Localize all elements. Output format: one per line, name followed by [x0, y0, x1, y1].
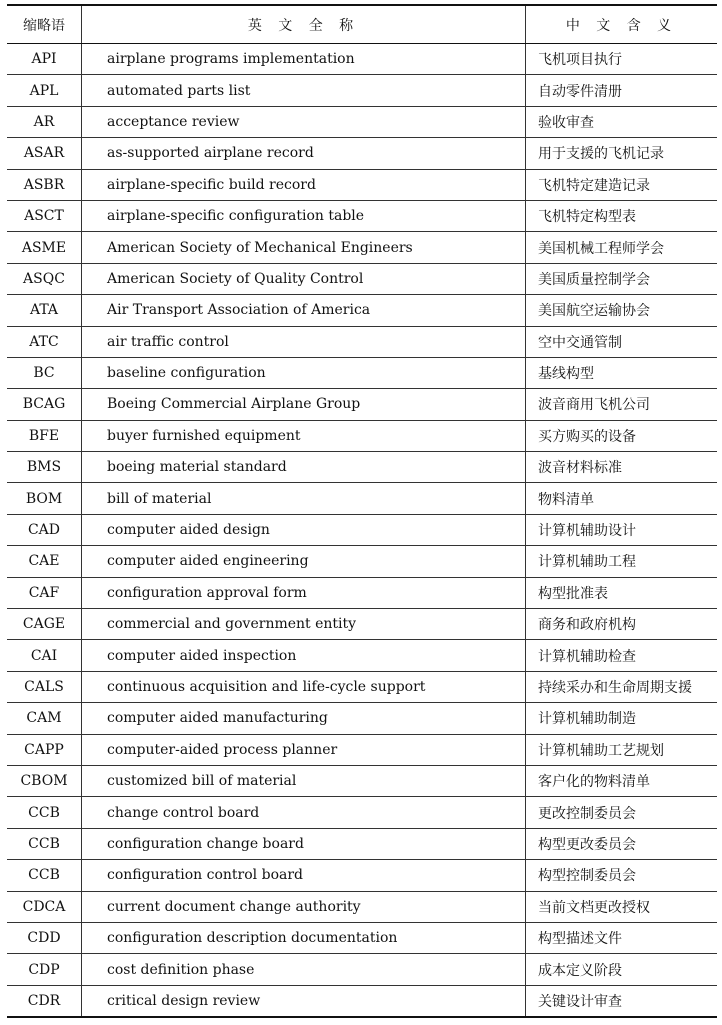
english-cell: configuration approval form — [82, 577, 526, 608]
table-row — [7, 734, 717, 765]
english-cell: boeing material standard — [82, 452, 526, 483]
table-row — [7, 452, 717, 483]
chinese-cell: 持续采办和生命周期支援 — [526, 671, 718, 702]
abbr-cell: CAPP — [7, 734, 82, 765]
abbr-cell: CAGE — [7, 609, 82, 640]
table-row — [7, 703, 717, 734]
table-row — [7, 828, 717, 859]
abbr-cell: CDP — [7, 954, 82, 985]
abbr-cell: CDD — [7, 922, 82, 953]
abbr-cell: CDCA — [7, 891, 82, 922]
chinese-cell: 验收审查 — [526, 106, 718, 137]
table-row — [7, 985, 717, 1017]
abbr-cell: ASBR — [7, 169, 82, 200]
table-row — [7, 106, 717, 137]
english-cell: commercial and government entity — [82, 609, 526, 640]
table-row — [7, 326, 717, 357]
header-english: 英 文 全 称 — [82, 5, 526, 44]
table-row — [7, 200, 717, 231]
table-row — [7, 609, 717, 640]
table-row — [7, 640, 717, 671]
english-cell: bill of material — [82, 483, 526, 514]
table-header-row — [7, 5, 717, 44]
table-row — [7, 860, 717, 891]
english-cell: baseline configuration — [82, 357, 526, 388]
abbr-cell: ATA — [7, 295, 82, 326]
english-cell: configuration change board — [82, 828, 526, 859]
english-cell: airplane programs implementation — [82, 44, 526, 75]
chinese-cell: 当前文档更改授权 — [526, 891, 718, 922]
chinese-cell: 飞机项目执行 — [526, 44, 718, 75]
chinese-cell: 关键设计审查 — [526, 985, 718, 1017]
table-row — [7, 483, 717, 514]
abbr-cell: BC — [7, 357, 82, 388]
table-row — [7, 75, 717, 106]
table-row — [7, 232, 717, 263]
english-cell: as-supported airplane record — [82, 138, 526, 169]
abbr-cell: CAE — [7, 546, 82, 577]
chinese-cell: 计算机辅助工程 — [526, 546, 718, 577]
abbr-cell: CAI — [7, 640, 82, 671]
table-row — [7, 765, 717, 796]
abbr-cell: API — [7, 44, 82, 75]
table-row — [7, 891, 717, 922]
abbr-cell: BFE — [7, 420, 82, 451]
abbr-cell: APL — [7, 75, 82, 106]
table-row — [7, 138, 717, 169]
abbr-cell: CCB — [7, 828, 82, 859]
english-cell: computer aided engineering — [82, 546, 526, 577]
english-cell: current document change authority — [82, 891, 526, 922]
chinese-cell: 商务和政府机构 — [526, 609, 718, 640]
english-cell: Boeing Commercial Airplane Group — [82, 389, 526, 420]
abbr-cell: ASCT — [7, 200, 82, 231]
abbr-cell: CCB — [7, 860, 82, 891]
chinese-cell: 计算机辅助设计 — [526, 514, 718, 545]
table-row — [7, 577, 717, 608]
chinese-cell: 买方购买的设备 — [526, 420, 718, 451]
table-row — [7, 357, 717, 388]
english-cell: buyer furnished equipment — [82, 420, 526, 451]
english-cell: cost definition phase — [82, 954, 526, 985]
chinese-cell: 物料清单 — [526, 483, 718, 514]
english-cell: critical design review — [82, 985, 526, 1017]
abbr-cell: CBOM — [7, 765, 82, 796]
chinese-cell: 计算机辅助检查 — [526, 640, 718, 671]
english-cell: computer aided design — [82, 514, 526, 545]
table-row — [7, 546, 717, 577]
table-row — [7, 954, 717, 985]
chinese-cell: 计算机辅助工艺规划 — [526, 734, 718, 765]
chinese-cell: 计算机辅助制造 — [526, 703, 718, 734]
table-row — [7, 295, 717, 326]
english-cell: computer aided manufacturing — [82, 703, 526, 734]
english-cell: configuration description documentation — [82, 922, 526, 953]
table-row — [7, 514, 717, 545]
english-cell: acceptance review — [82, 106, 526, 137]
table-row — [7, 797, 717, 828]
table-body — [7, 44, 717, 1018]
english-cell: continuous acquisition and life-cycle support — [82, 671, 526, 702]
english-cell: air traffic control — [82, 326, 526, 357]
table-row — [7, 389, 717, 420]
english-cell: configuration control board — [82, 860, 526, 891]
abbr-cell: AR — [7, 106, 82, 137]
chinese-cell: 美国航空运输协会 — [526, 295, 718, 326]
table-row — [7, 420, 717, 451]
chinese-cell: 美国机械工程师学会 — [526, 232, 718, 263]
chinese-cell: 飞机特定构型表 — [526, 200, 718, 231]
header-abbr: 缩略语 — [7, 5, 82, 44]
chinese-cell: 自动零件清册 — [526, 75, 718, 106]
table-row — [7, 44, 717, 75]
chinese-cell: 更改控制委员会 — [526, 797, 718, 828]
english-cell: automated parts list — [82, 75, 526, 106]
header-chinese: 中 文 含 义 — [526, 5, 718, 44]
abbreviation-table — [7, 4, 717, 1018]
table-row — [7, 922, 717, 953]
chinese-cell: 美国质量控制学会 — [526, 263, 718, 294]
english-cell: American Society of Quality Control — [82, 263, 526, 294]
abbr-cell: CAM — [7, 703, 82, 734]
chinese-cell: 成本定义阶段 — [526, 954, 718, 985]
chinese-cell: 空中交通管制 — [526, 326, 718, 357]
table-row — [7, 263, 717, 294]
chinese-cell: 构型批准表 — [526, 577, 718, 608]
chinese-cell: 波音材料标准 — [526, 452, 718, 483]
chinese-cell: 波音商用飞机公司 — [526, 389, 718, 420]
abbr-cell: CAD — [7, 514, 82, 545]
abbr-cell: CDR — [7, 985, 82, 1017]
abbr-cell: ASQC — [7, 263, 82, 294]
abbr-cell: BCAG — [7, 389, 82, 420]
english-cell: computer aided inspection — [82, 640, 526, 671]
chinese-cell: 构型控制委员会 — [526, 860, 718, 891]
chinese-cell: 客户化的物料清单 — [526, 765, 718, 796]
english-cell: Air Transport Association of America — [82, 295, 526, 326]
abbr-cell: ASAR — [7, 138, 82, 169]
chinese-cell: 构型更改委员会 — [526, 828, 718, 859]
english-cell: computer-aided process planner — [82, 734, 526, 765]
abbr-cell: ATC — [7, 326, 82, 357]
chinese-cell: 飞机特定建造记录 — [526, 169, 718, 200]
chinese-cell: 用于支援的飞机记录 — [526, 138, 718, 169]
table-row — [7, 671, 717, 702]
english-cell: change control board — [82, 797, 526, 828]
chinese-cell: 基线构型 — [526, 357, 718, 388]
english-cell: customized bill of material — [82, 765, 526, 796]
abbr-cell: CAF — [7, 577, 82, 608]
abbr-cell: BMS — [7, 452, 82, 483]
english-cell: airplane-specific configuration table — [82, 200, 526, 231]
abbr-cell: CCB — [7, 797, 82, 828]
abbr-cell: BOM — [7, 483, 82, 514]
english-cell: airplane-specific build record — [82, 169, 526, 200]
english-cell: American Society of Mechanical Engineers — [82, 232, 526, 263]
abbr-cell: CALS — [7, 671, 82, 702]
table-row — [7, 169, 717, 200]
chinese-cell: 构型描述文件 — [526, 922, 718, 953]
abbr-cell: ASME — [7, 232, 82, 263]
